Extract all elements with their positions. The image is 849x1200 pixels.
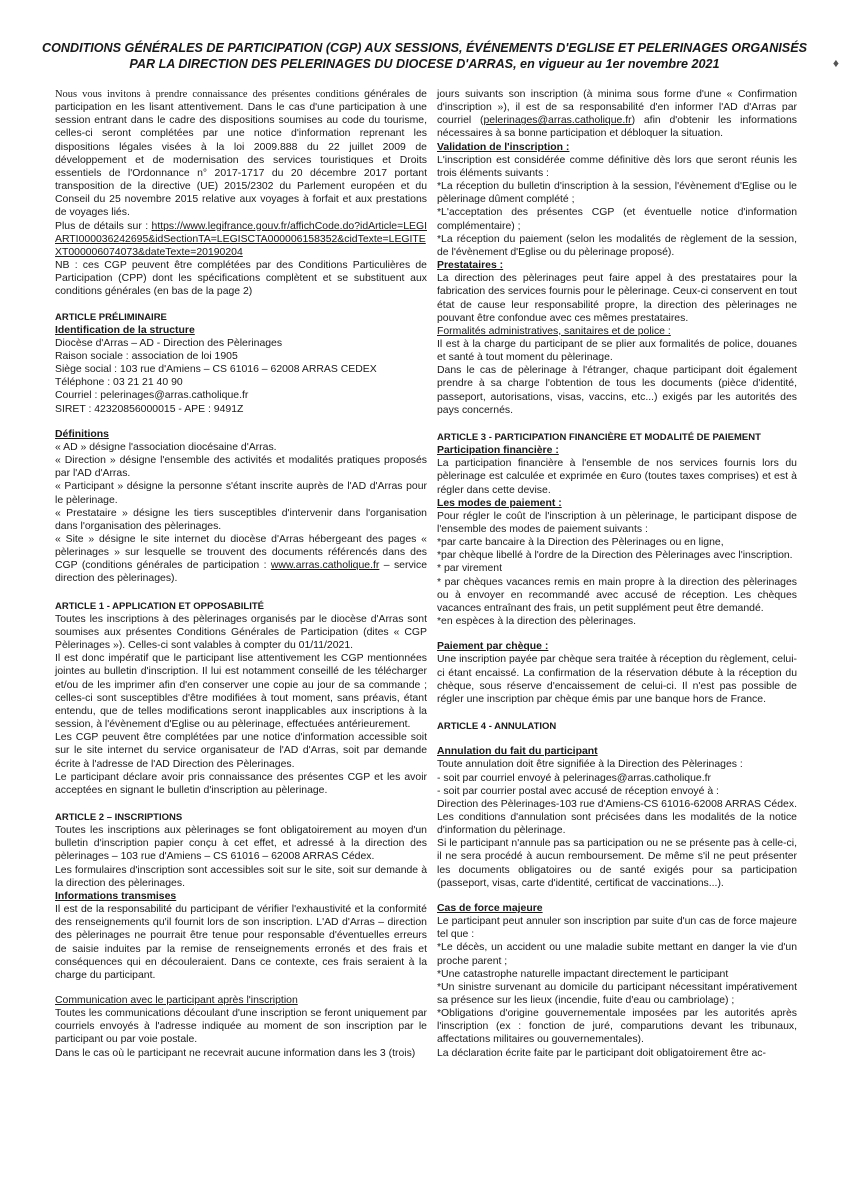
prestataires-paragraph: La direction des pèlerinages peut faire appel à des prestataires pour la fabrication des services fournis pour le pèlerinage. Ceux-ci conservent en tout état de cause leur responsabilité propre, la direction des pèlerinages ne pouvant être confondue avec ces mêmes prestataires. [437,273,797,324]
definition-site [55,533,427,586]
participation-paragraph: La participation financière à l'ensemble de nos services fournis lors du pèlerinage est calculée et exprimée en €uro (toutes taxes comprises) et est à régler dans cette devise. [437,458,797,496]
annulation-item: Direction des Pèlerinages-103 rue d'Amiens-CS 61016-62008 ARRAS Cédex. [437,798,797,810]
mode-item: * par virement [437,563,502,575]
validation-item: *La réception du bulletin d'inscription à la session, l'évènement d'Eglise ou le pèlerinage dûment complété ; [437,181,797,206]
article-2-paragraph: Toutes les inscriptions aux pèlerinages se font obligatoirement au moyen d'un bulletin d'inscription papier conçu à cet effet, et adressé à la direction des pèlerinages – 103 rue d'Amiens – CS 61016 – 62008 ARRAS Cédex. [55,825,427,863]
identification-line: Raison sociale : association de loi 1905 [55,350,238,362]
margin-mark: ♦ [832,56,839,70]
cheque-heading: Paiement par chèque : [437,641,549,653]
annulation-heading: Annulation du fait du participant [437,746,598,758]
mode-item: *en espèces à la direction des pèlerinages. [437,616,637,628]
modes-heading: Les modes de paiement : [437,497,562,509]
force-majeure-item: *Une catastrophe naturelle impactant directement le participant [437,968,729,980]
site-link[interactable]: www.arras.catholique.fr [270,560,380,572]
identification-heading: Identification de la structure [55,324,195,336]
details-prefix: Plus de détails sur : [55,220,152,232]
mode-item: *par carte bancaire à la Direction des Pèlerinages ou en ligne, [437,537,724,549]
force-majeure-heading: Cas de force majeure [437,902,543,914]
validation-paragraph: L'inscription est considérée comme définitive dès lors que seront réunis les trois éléments suivants : [437,154,797,179]
communication-paragraph: Toutes les communications découlant d'une inscription se feront uniquement par courriels envoyés à l'adresse indiquée au moment de son inscription par le participant ou par voie postale. [55,1008,427,1046]
formalites-paragraph: Il est à la charge du participant de se plier aux formalités de police, douanes et santé à tout moment du pèlerinage. [437,338,797,364]
article-1-paragraph: Toutes les inscriptions à des pèlerinages organisés par le diocèse d'Arras sont soumises aux présentes Conditions Générales de Participation (dites « CGP Pèlerinages »). Celles-ci sont valables à compter du 01/11/2021. [55,613,427,652]
communication-paragraph: Dans le cas où le participant ne recevrait aucune information dans les 3 (trois) [55,1047,416,1059]
article-preliminaire-heading: ARTICLE PRÉLIMINAIRE [55,311,167,323]
legifrance-link[interactable]: https://www.legifrance.gouv.fr/affichCode.do?idArticle=LEGIARTI000036242695&idSectionTA=LEGISCTA000006158352&cidTexte=LEGITEXT000006074073&dateTexte=20190204 [55,220,427,258]
article-4-heading: ARTICLE 4 - ANNULATION [437,721,557,733]
definition-item: « Participant » désigne la personne s'étant inscrite auprès de l'AD d'Arras pour le pèlerinage. [55,481,427,506]
force-majeure-item: *Obligations d'origine gouvernementale imposées par les autorités après l'inscription (ex : fonction de juré, comparutions devant les tribunaux, affectations militaires ou gouvernementales). [437,1008,797,1046]
communication-heading: Communication avec le participant après l'inscription [55,995,298,1006]
identification-line: Siège social : 103 rue d'Amiens – CS 61016 – 62008 ARRAS CEDEX [55,364,377,376]
right-column [437,88,797,1060]
intro-serif-text: Nous vous invitons à prendre connaissance des présentes conditions [55,89,365,100]
mode-item: *par chèque libellé à l'ordre de la Direction des Pèlerinages avec l'inscription. [437,550,793,562]
annulation-item: - soit par courrier postal avec accusé de réception envoyé à : [437,785,719,797]
annulation-paragraph: Les conditions d'annulation sont précisées dans les modalités de la notice d'information du pèlerinage. [437,811,797,837]
title-line-1: CONDITIONS GÉNÉRALES DE PARTICIPATION (CGP) AUX SESSIONS, ÉVÉNEMENTS D'EGLISE ET PELERINAGES ORGANISÉS [41,41,807,55]
validation-item: *La réception du paiement (selon les modalités de règlement de la session, de l'évènement d'Eglise ou du pèlerinage proposé). [437,233,797,258]
identification-line: Courriel : pelerinages@arras.catholique.fr [55,390,249,402]
identification-line: SIRET : 42320856000015 - APE : 9491Z [55,403,244,415]
annulation-item: Toute annulation doit être signifiée à la Direction des Pèlerinages : [437,759,743,771]
email-link[interactable]: pelerinages@arras.catholique.fr [483,115,632,127]
continuation-end: ) afin d'obtenir les informations nécessaires à sa bonne participation et débloquer la situation. [437,115,797,140]
identification-line: Téléphone : 03 21 21 40 90 [55,377,183,389]
intro-text: générales de participation en les lisant attentivement. Dans le cas d'une participation à une session entrant dans le cadre des dispositions soumises au code du tourisme, celles-ci seront complétées par une notice d'information reprenant les dispositions légales visées à la loi 2009.888 du 22 juillet 2009 de développement et de modernisation des services touristiques et Droits essentiels de l'Ordonnance n° 2017-1717 du 20 décembre 2017 portant transposition de la directive (UE) 2015/2302 du Parlement européen et du Conseil du 25 novembre 2015 relative aux voyages à forfait et aux prestations de voyages liés. [55,89,427,219]
document-title [40,40,809,72]
article-1-paragraph: Il est donc impératif que le participant lise attentivement les CGP mentionnées jointes au bulletin d'inscription. Il lui est notamment conseillé de les télécharger et/ou de les imprimer afin d'en conserver une copie au jour de sa commande ; celles-ci sont susceptibles d'être modifiées à tout moment, sans préavis, étant entendu, que de telles modifications seront inapplicables aux inscriptions à la session, à l'évènement d'Eglise ou au pèlerinage, effectuées antérieurement. [55,653,427,731]
definitions-heading: Définitions [55,428,109,440]
formalites-heading: Formalités administratives, sanitaires et de police : [437,325,671,337]
identification-line: Diocèse d'Arras – AD - Direction des Pèlerinages [55,337,283,349]
article-1-heading: ARTICLE 1 - APPLICATION ET OPPOSABILITÉ [55,600,265,612]
left-column [55,88,427,1060]
cheque-paragraph: Une inscription payée par chèque sera traitée à réception du règlement, celui-ci étant encaissé. La confirmation de la réservation débute à la réception du chèque, sous réserve d'encaissement de celui-ci. Il n'est pas possible de régler une inscription par chèque émis par une banque hors de France. [437,654,797,705]
article-1-paragraph: Les CGP peuvent être complétées par une notice d'information accessible soit sur le site internet du service organisateur de l'AD d'Arras, soit par demande écrite à l'adresse de l'AD Direction des Pèlerinages. [55,732,427,770]
nb-paragraph: NB : ces CGP peuvent être complétées par des Conditions Particulières de Participation (CPP) dont les spécifications complètent et se substituent aux conditions générales (en bas de la page 2) [55,260,427,298]
intro-paragraph [55,88,427,220]
details-paragraph [55,220,427,259]
force-majeure-item: *Le décès, un accident ou une maladie subite mettant en danger la vie d'un proche parent ; [437,942,797,967]
continuation-paragraph [437,88,797,141]
annulation-paragraph: Si le participant n'annule pas sa participation ou ne se présente pas à celle-ci, il ne sera procédé à aucun remboursement. De même s'il ne peut présenter les documents obligatoires ou de santé exigés pour sa participation (passeport, visas, carte d'identité, certificat de vaccinations...). [437,838,797,889]
article-2-paragraph: Les formulaires d'inscription sont accessibles soit sur le site, soit sur demande à la direction des pèlerinages. [55,864,427,889]
mode-item: * par chèques vacances remis en main propre à la direction des pèlerinages ou à envoyer en recommandé avec accusé de réception. Les chèques vacances entraînant des frais, un petit supplément peut être demandé. [437,576,797,614]
annulation-item: - soit par courriel envoyé à pelerinages@arras.catholique.fr [437,772,711,784]
definition-item: « Prestataire » désigne les tiers susceptibles d'intervenir dans l'organisation dans l'organisation des pèlerinages. [55,507,427,532]
definition-item: « AD » désigne l'association diocésaine d'Arras. [55,441,277,453]
definition-site-end: – service direction des pèlerinages). [55,560,428,585]
formalites-paragraph: Dans le cas de pèlerinage à l'étranger, chaque participant doit également prendre à sa charge l'obtention de tous les documents (pièce d'identité, passeport, autorisations, visas, vaccins, etc...) exigés par les autorités des pays concernés. [437,365,797,416]
continuation-text: jours suivants son inscription (à minima sous forme d'une « Confirmation d'inscription »), il est de sa responsabilité d'en informer l'AD d'Arras par courriel ( [437,89,797,127]
informations-heading: Informations transmises [55,890,177,902]
force-majeure-paragraph: Le participant peut annuler son inscription par suite d'un cas de force majeure tel que : [437,916,797,941]
prestataires-heading: Prestataires : [437,260,504,272]
validation-item: *L'acceptation des présentes CGP (et éventuelle notice d'information complémentaire) ; [437,207,797,232]
definition-item: « Direction » désigne l'ensemble des activités et modalités pratiques proposés par l'AD d'Arras. [55,455,427,480]
article-1-paragraph: Le participant déclare avoir pris connaissance des présentes CGP et les avoir acceptées en signant le bulletin d'inscription au pèlerinage. [55,771,427,796]
participation-heading: Participation financière : [437,445,559,457]
force-majeure-item: *Un sinistre survenant au domicile du participant nécessitant impérativement sa présence sur les lieux (incendie, fuite d'eau ou cambriolage) ; [437,981,797,1006]
article-3-heading: ARTICLE 3 - PARTICIPATION FINANCIÈRE ET MODALITÉ DE PAIEMENT [437,431,761,443]
title-line-2: PAR LA DIRECTION DES PELERINAGES DU DIOCESE D'ARRAS, en vigueur au 1er novembre 2021 [129,57,720,71]
validation-heading: Validation de l'inscription : [437,141,570,153]
force-majeure-last: La déclaration écrite faite par le participant doit obligatoirement être ac- [437,1047,766,1059]
definition-site-text: « Site » désigne le site internet du diocèse d'Arras hébergeant des pages « pèlerinages » sur lesquelle se trouvent des documents référencés dans des CGP (conditions générales de participation : [55,534,427,572]
article-2-heading: ARTICLE 2 – INSCRIPTIONS [55,811,183,823]
informations-paragraph: Il est de la responsabilité du participant de vérifier l'exhaustivité et la conformité des renseignements qu'il fournit lors de son inscription. L'AD d'Arras – direction des pèlerinages ne pourrait être tenue pour responsable d'éventuelles erreurs de saisie induites par la remise de renseignements erronés et des frais et conséquences qui en découleraient. Dans ce contexte, ces frais seraient à la charge du participant. [55,904,427,981]
modes-paragraph: Pour régler le coût de l'inscription à un pèlerinage, le participant dispose de l'ensemble des modes de paiement suivants : [437,510,797,535]
